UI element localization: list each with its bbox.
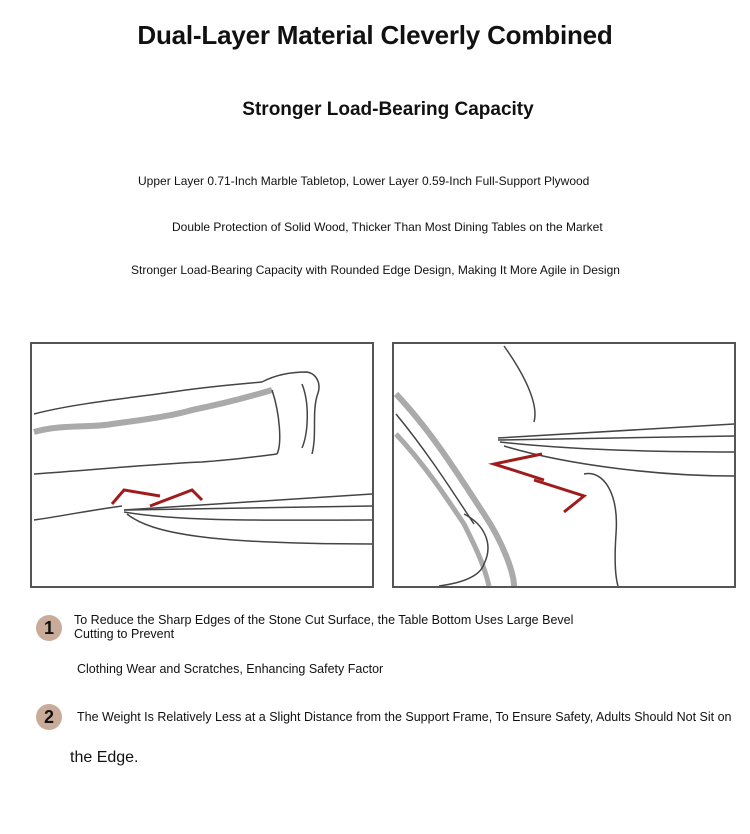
feature-text-continued: Clothing Wear and Scratches, Enhancing Safety Factor — [77, 662, 384, 676]
description-line: Upper Layer 0.71-Inch Marble Tabletop, Lower Layer 0.59-Inch Full-Support Plywood — [138, 174, 590, 188]
arm-sketch — [32, 344, 372, 586]
page-subtitle: Stronger Load-Bearing Capacity — [242, 99, 534, 120]
illustration-arm-on-table — [30, 342, 374, 588]
feature-text: The Weight Is Relatively Less at a Slight Distance from the Support Frame, To Ensure Safety, Adults Should Not Sit on — [77, 710, 732, 724]
description-line: Double Protection of Solid Wood, Thicker Than Most Dining Tables on the Market — [172, 220, 603, 234]
illustration-knee-at-edge — [392, 342, 736, 588]
description-line: Stronger Load-Bearing Capacity with Rounded Edge Design, Making It More Agile in Design — [131, 263, 620, 277]
page-title: Dual-Layer Material Cleverly Combined — [137, 20, 613, 50]
feature-number-badge: 2 — [36, 704, 62, 730]
knee-sketch — [394, 344, 734, 586]
feature-text: To Reduce the Sharp Edges of the Stone Cut Surface, the Table Bottom Uses Large Bevel Cutting to Prevent — [74, 613, 574, 641]
feature-number-badge: 1 — [36, 615, 62, 641]
feature-text-continued: the Edge. — [70, 749, 139, 766]
